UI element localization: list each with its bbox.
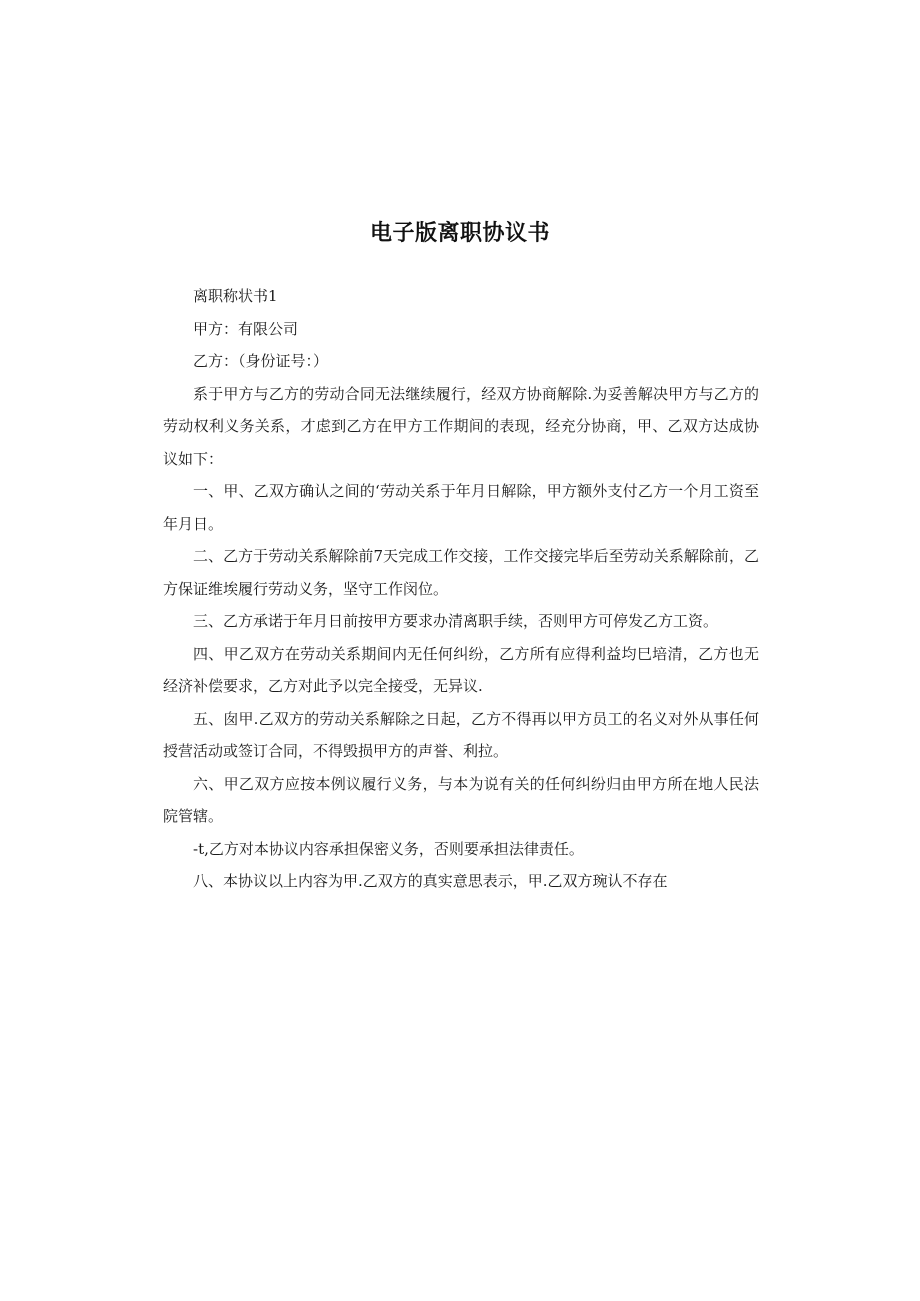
paragraph-party-a: 甲方：有限公司 [193,319,299,338]
paragraph-clause-2: 二、乙方于劳动关系解除前7天完成工作交接，工作交接完毕后至劳动关系解除前，乙方保证维埃履行劳动义务，坚守工作闵位。 [163,547,759,598]
paragraph-clause-8: 八、本协议以上内容为甲.乙双方的真实意思表示，甲.乙双方琬认不存在 [193,872,668,890]
paragraph-party-b: 乙方：（身份证号：） [193,352,329,370]
paragraph-clause-3: 三、乙方承诺于年月日前按甲方要求办清离职手续，否则甲方可停发乙方工资。 [193,612,719,630]
paragraph-clause-6: 六、甲乙双方应按本例议履行义务，与本为说有关的任何纠纷归由甲方所在地人民法院管辖。 [163,774,759,825]
paragraph-clause-7: -t,乙方对本协议内容承担保密义务，否则要承担法律责任。 [193,839,584,858]
page-title: 电子版离职协议书 [369,221,550,246]
paragraph-clause-1: 一、甲、乙双方确认之间的‘劳动关系于年月日解除，甲方额外支付乙方一个月工资至年月日。 [163,482,759,533]
document-body [163,280,759,898]
paragraph-clause-4: 四、甲乙双方在劳动关系期间内无任何纠纷，乙方所有应得利益均巳培清，乙方也无经济补偿要求，乙方对此予以完全接受，无异议. [163,644,759,695]
paragraph-clause-5: 五、囱甲.乙双方的劳动关系解除之日起，乙方不得再以甲方员工的名义对外从事任何授营活动或签订合同，不得毁损甲方的声誉、利拉。 [163,709,759,760]
paragraph-preamble: 系于甲方与乙方的劳动合同无法继续履行，经双方协商解除.为妥善解决甲方与乙方的劳动权利义务关系，才虑到乙方在甲方工作期间的表现，经充分协商，甲、乙双方达成协议如下： [163,384,759,468]
paragraph-subtitle: 离职称状书1 [193,287,278,305]
